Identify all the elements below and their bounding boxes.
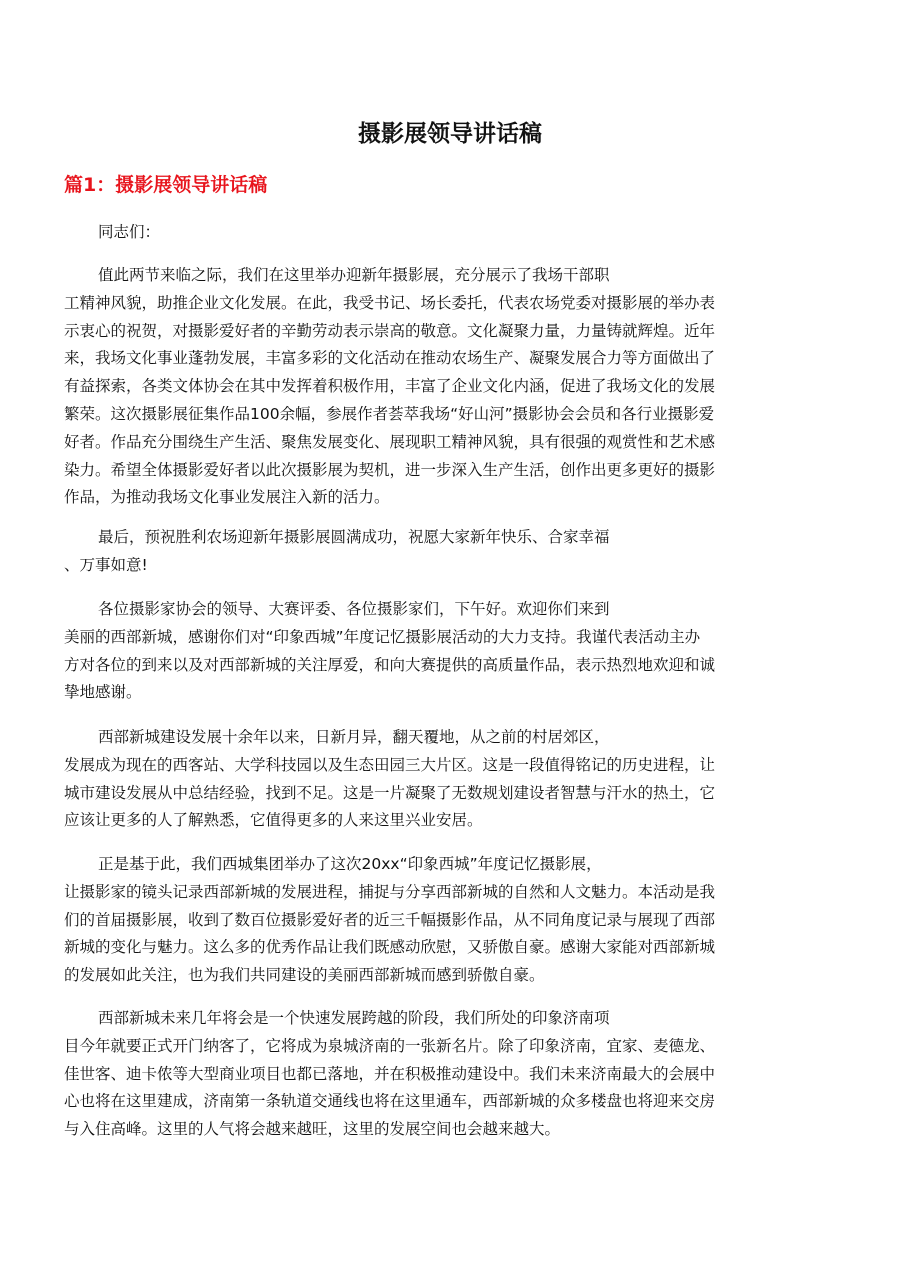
paragraph-5 [64,851,844,990]
paragraph-line: 各位摄影家协会的领导、大赛评委、各位摄影家们，下午好。欢迎你们来到 [98,600,610,618]
paragraph-1 [64,262,844,512]
document-title: 摄影展领导讲话稿 [358,121,542,147]
paragraph-line: 繁荣。这次摄影展征集作品100余幅，参展作者荟萃我场“好山河”摄影协会会员和各行业摄影爱 [64,404,715,423]
paragraph-4 [64,724,844,835]
paragraph-line: 正是基于此，我们西城集团举办了这次20xx“印象西城”年度记忆摄影展， [98,855,602,873]
paragraph-3 [64,596,844,707]
paragraph-line: 最后，预祝胜利农场迎新年摄影展圆满成功，祝愿大家新年快乐、合家幸福 [98,528,610,546]
paragraph-line: 城市建设发展从中总结经验，找到不足。这是一片凝聚了无数规划建设者智慧与汗水的热土，它 [64,783,716,802]
paragraph-line: 染力。希望全体摄影爱好者以此次摄影展为契机，进一步深入生产生活，创作出更多更好的摄影 [64,460,716,479]
paragraph-line: 工精神风貌，助推企业文化发展。在此，我受书记、场长委托，代表农场党委对摄影展的举办表 [64,293,716,312]
paragraph-line: 新城的变化与魅力。这么多的优秀作品让我们既感动欣慰，又骄傲自豪。感谢大家能对西部新城 [64,938,716,957]
paragraph-line: 方对各位的到来以及对西部新城的关注厚爱，和向大赛提供的高质量作品，表示热烈地欢迎和诚 [64,655,716,674]
paragraph-line: 来，我场文化事业蓬勃发展，丰富多彩的文化活动在推动农场生产、凝聚发展合力等方面做出了 [64,349,716,368]
paragraph-line: 西部新城未来几年将会是一个快速发展跨越的阶段，我们所处的印象济南项 [98,1009,610,1027]
paragraph-line: 们的首届摄影展，收到了数百位摄影爱好者的近三千幅摄影作品，从不同角度记录与展现了西部 [64,910,716,929]
paragraph-line: 与入住高峰。这里的人气将会越来越旺，这里的发展空间也会越来越大。 [64,1120,561,1139]
paragraph-line: 应该让更多的人了解熟悉，它值得更多的人来这里兴业安居。 [64,811,483,830]
paragraph-line: 挚地感谢。 [64,683,142,702]
paragraph-line: 的发展如此关注，也为我们共同建设的美丽西部新城而感到骄傲自豪。 [64,966,545,985]
paragraph-line: 目今年就要正式开门纳客了，它将成为泉城济南的一张新名片。除了印象济南，宜家、麦德龙、 [64,1036,716,1055]
paragraph-line: 发展成为现在的西客站、大学科技园以及生态田园三大片区。这是一段值得铭记的历史进程，让 [64,755,716,774]
paragraph-line: 让摄影家的镜头记录西部新城的发展进程，捕捉与分享西部新城的自然和人文魅力。本活动是我 [64,882,716,901]
paragraph-line: 、万事如意! [64,555,148,574]
paragraph-2 [64,524,844,580]
paragraph-line: 值此两节来临之际，我们在这里举办迎新年摄影展，充分展示了我场干部职 [98,266,610,284]
paragraph-line: 西部新城建设发展十余年以来，日新月异，翻天覆地，从之前的村居郊区， [98,728,610,746]
paragraph-line: 好者。作品充分围绕生产生活、聚焦发展变化、展现职工精神风貌，具有很强的观赏性和艺术感 [64,432,716,451]
paragraph-line: 美丽的西部新城，感谢你们对“印象西城”年度记忆摄影展活动的大力支持。我谨代表活动主办 [64,627,701,646]
salutation: 同志们： [98,223,161,241]
paragraph-line: 作品，为推动我场文化事业发展注入新的活力。 [64,488,390,507]
paragraph-line: 示衷心的祝贺，对摄影爱好者的辛勤劳动表示崇高的敬意。文化凝聚力量，力量铸就辉煌。近年 [64,321,716,340]
paragraph-6 [64,1005,844,1144]
paragraph-line: 心也将在这里建成，济南第一条轨道交通线也将在这里通车，西部新城的众多楼盘也将迎来交房 [64,1092,716,1111]
paragraph-line: 有益探索，各类文体协会在其中发挥着积极作用，丰富了企业文化内涵，促进了我场文化的发展 [64,377,716,396]
section-heading: 篇1：摄影展领导讲话稿 [64,174,268,196]
paragraph-line: 佳世客、迪卡侬等大型商业项目也都已落地，并在积极推动建设中。我们未来济南最大的会展中 [64,1064,716,1083]
